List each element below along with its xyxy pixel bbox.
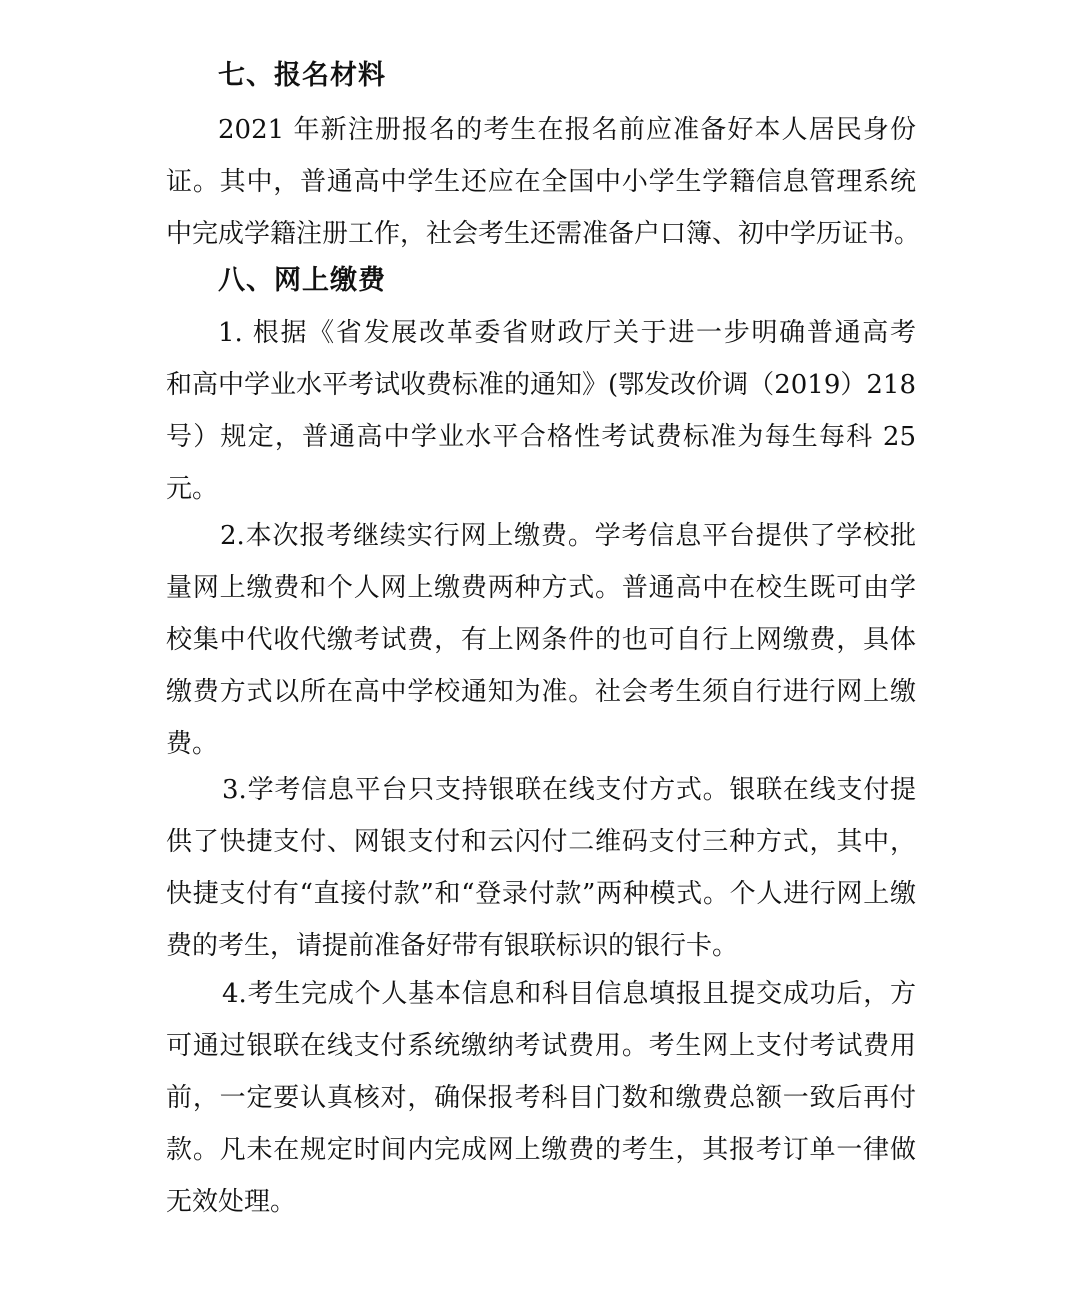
section7-line-3: 中完成学籍注册工作，社会考生还需准备户口簿、初中学历证书。	[166, 219, 921, 249]
section7-paragraph	[166, 156, 921, 260]
p2-line-3: 校集中代收代缴考试费，有上网条件的也可自行上网缴费，具体	[166, 625, 916, 655]
p4-first-line	[222, 968, 916, 1020]
p2-line-5: 费。	[166, 729, 219, 759]
p1-line-4: 元。	[166, 474, 219, 504]
p4-line-1: 4.考生完成个人基本信息和科目信息填报且提交成功后，方	[222, 979, 916, 1009]
section7-heading: 七、报名材料	[218, 60, 386, 91]
p3-paragraph	[166, 816, 916, 972]
p3-line-1: 3.学考信息平台只支持银联在线支付方式。银联在线支付提	[222, 775, 916, 805]
p2-first-line	[220, 510, 916, 562]
p4-line-2: 可通过银联在线支付系统缴纳考试费用。考生网上支付考试费用	[166, 1031, 916, 1061]
p2-line-4: 缴费方式以所在高中学校通知为准。社会考生须自行进行网上缴	[166, 677, 916, 707]
p1-first-line	[218, 307, 916, 359]
p2-paragraph	[166, 562, 916, 770]
p3-line-2: 供了快捷支付、网银支付和云闪付二维码支付三种方式，其中，	[166, 827, 916, 857]
p1-paragraph	[166, 359, 916, 515]
p3-first-line	[222, 764, 916, 816]
p1-line-3: 号）规定，普通高中学业水平合格性考试费标准为每生每科 25	[166, 422, 916, 452]
p1-line-2: 和高中学业水平考试收费标准的通知》(鄂发改价调（2019）218	[166, 370, 916, 400]
p4-line-5: 无效处理。	[166, 1187, 297, 1217]
section7-line-2: 证。其中，普通高中学生还应在全国中小学生学籍信息管理系统	[166, 167, 916, 197]
p2-line-1: 2.本次报考继续实行网上缴费。学考信息平台提供了学校批	[220, 521, 916, 551]
p4-line-3: 前，一定要认真核对，确保报考科目门数和缴费总额一致后再付	[166, 1083, 916, 1113]
section7-line-1: 2021 年新注册报名的考生在报名前应准备好本人居民身份	[218, 115, 916, 145]
section7-paragraph-first-line	[218, 104, 916, 156]
p1-line-1: 1. 根据《省发展改革委省财政厅关于进一步明确普通高考	[218, 318, 916, 348]
p4-paragraph	[166, 1020, 916, 1228]
section8-heading: 八、网上缴费	[218, 265, 386, 296]
p4-line-4: 款。凡未在规定时间内完成网上缴费的考生，其报考订单一律做	[166, 1135, 916, 1165]
p3-line-3: 快捷支付有“直接付款”和“登录付款”两种模式。个人进行网上缴	[166, 879, 916, 909]
p2-line-2: 量网上缴费和个人网上缴费两种方式。普通高中在校生既可由学	[166, 573, 916, 603]
p3-line-4: 费的考生，请提前准备好带有银联标识的银行卡。	[166, 931, 739, 961]
